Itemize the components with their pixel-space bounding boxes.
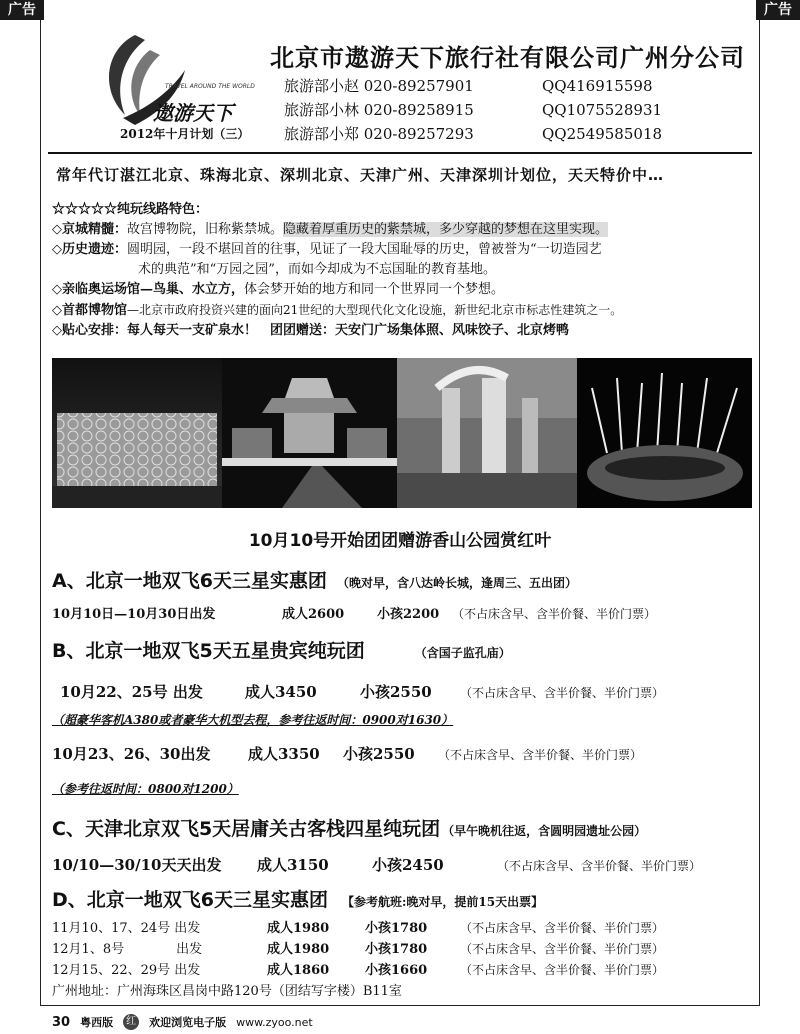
feature-text: 圆明园，一段不堪回首的往事，见证了一段大国耻辱的历史，曾被誉为“一切造园艺 [127,242,602,257]
plan-label: 2012年十月计划（三） [120,127,250,141]
adult-price: 成人1860 [267,963,330,978]
feature-list [52,200,752,341]
header-divider [48,152,752,154]
feature-item [52,280,752,300]
departure-date: 10月22、25号 出发 [60,683,203,701]
contact-row [284,98,662,122]
feature-label: ◇历史遗迹： [52,242,127,257]
feature-item [52,300,752,321]
feature-text-cont: 术的典范”和“万园之园”，而如今却成为不忘国耻的教育基地。 [138,262,496,277]
route-b-ref-2: （参考往返时间：0800对1200） [52,782,239,796]
child-price: 小孩2550 [360,683,432,701]
price-exclusion: （不占床含早、含半价餐、半价门票） [460,921,665,935]
route-c-price [52,854,701,875]
route-c-title: C、天津北京双飞5天居庸关古客栈四星纯玩团 [52,818,441,840]
logo-tagline: TRAVEL AROUND THE WORLD [165,83,255,90]
edition-label: 粤西版 [80,1016,114,1029]
ad-label-left: 广告 [0,0,44,20]
office-address: 广州地址：广州海珠区昌岗中路120号（团结写字楼）B11室 [52,984,402,999]
contact-row [284,122,662,146]
logo-brand: 遨游天下 [153,101,233,125]
price-exclusion: （不占床含早、含半价餐、半价门票） [497,859,702,873]
departure-date: 10月10日—10月30日出发 [52,607,216,622]
photo-birds-nest-fireworks [577,358,752,508]
contact-qq: QQ416915598 [542,77,653,95]
child-price: 小孩2550 [343,745,415,763]
swoosh-logo-icon [95,30,260,130]
contact-dept: 旅游部小郑 020-89257293 [284,125,474,143]
route-a-note: （晚对早，含八达岭长城，逢周三、五出团） [336,576,577,590]
feature-label: ◇首都博物馆 [52,303,127,318]
route-a-price [52,603,656,622]
feature-text: —北京市政府投资兴建的面向21世纪的大型现代化文化设施，新世纪北京市标志性建筑之一。 [127,303,623,317]
feature-item [52,220,752,240]
child-price: 小孩1780 [365,921,428,936]
contact-list [284,74,662,146]
website-link[interactable]: www.zyoo.net [236,1015,313,1029]
adult-price: 成人3450 [245,683,317,701]
company-logo [95,30,260,130]
promo-subtitle: 10月10号开始团团赠游香山公园赏红叶 [248,531,552,551]
feature-text: 体会梦开始的地方和同一个世界同一个梦想。 [244,282,505,297]
route-a-header [52,566,577,593]
route-a-title: A、北京一地双飞6天三星实惠团 [52,570,327,592]
contact-qq: QQ1075528931 [542,101,663,119]
route-d-title: D、北京一地双飞6天三星实惠团 [52,889,328,911]
adult-price: 成人1980 [267,942,330,957]
feature-item [52,321,752,341]
contact-dept: 旅游部小林 020-89258915 [284,101,474,119]
price-exclusion: （不占床含早、含半价餐、半价门票） [438,748,643,762]
price-exclusion: （不占床含早、含半价餐、半价门票） [460,686,665,700]
schedule-row [52,960,664,981]
departure-date: 10月23、26、30出发 [52,745,211,763]
contact-qq: QQ2549585018 [542,125,663,143]
feature-highlight: 隐藏着厚重历史的紫禁城，多少穿越的梦想在这里实现。 [283,222,609,237]
ad-label-right: 广告 [756,0,800,20]
child-price: 小孩1660 [365,963,428,978]
price-exclusion: （不占床含早、含半价餐、半价门票） [460,963,665,977]
route-b-title: B、北京一地双飞5天五星贵宾纯玩团 [52,640,365,662]
feature-text: 故宫博物院，旧称紫禁城。 [127,222,284,237]
photo-strip [52,358,752,508]
feature-title: ☆☆☆☆☆纯玩线路特色： [52,202,209,217]
adult-price: 成人3350 [248,745,320,763]
photo-water-cube [52,358,222,508]
company-name: 北京市遨游天下旅行社有限公司广州分公司 [270,44,745,72]
page-number: 30 [52,1014,71,1030]
price-exclusion: （不占床含早、含半价餐、半价门票） [452,607,657,621]
route-d-header [52,885,543,912]
adult-price: 成人3150 [257,856,329,874]
price-exclusion: （不占床含早、含半价餐、半价门票） [460,942,665,956]
route-c-header [52,814,646,841]
page-footer [52,1014,313,1030]
adult-price: 成人1980 [267,921,330,936]
departure-date: 12月15、22、29号 出发 [52,963,201,978]
edition-badge-icon: 红 [123,1014,139,1030]
route-b-ref-1: （超豪华客机A380或者豪华大机型去程，参考往返时间：0900对1630） [52,713,454,727]
child-price: 小孩2200 [377,607,440,622]
departure-date: 12月1、8号 出发 [52,942,203,957]
adult-price: 成人2600 [282,607,345,622]
route-b-price-2 [52,743,642,764]
route-b-note: （含国子监孔庙） [414,646,511,660]
child-price: 小孩2450 [372,856,444,874]
schedule-row [52,918,664,939]
contact-row [284,74,662,98]
feature-label: ◇京城精髓： [52,222,127,237]
feature-label: ◇贴心安排：每人每天一支矿泉水！ [52,323,257,338]
feature-label: ◇亲临奥运场馆—鸟巢、水立方， [52,282,244,297]
route-b-header [52,636,511,663]
route-d-note: 【参考航班:晚对早，提前15天出票】 [342,895,544,909]
feature-item [52,240,752,260]
route-b-price-1 [60,681,664,702]
welcome-text: 欢迎浏览电子版 [149,1016,227,1029]
departure-date: 11月10、17、24号 出发 [52,921,201,936]
photo-beijing-west-station [222,358,397,508]
feature-text: 团团赠送：天安门广场集体照、风味饺子、北京烤鸭 [270,323,570,338]
headline: 常年代订湛江北京、珠海北京、深圳北京、天津广州、天津深圳计划位，天天特价中… [56,166,665,184]
route-c-note: （早午晚机往返，含圆明园遗址公园） [442,824,647,838]
departure-date: 10/10—30/10天天出发 [52,856,222,874]
child-price: 小孩1780 [365,942,428,957]
contact-dept: 旅游部小赵 020-89257901 [284,77,474,95]
schedule-row [52,939,664,960]
photo-yuanmingyuan-ruins [397,358,577,508]
route-d-schedule [52,918,664,981]
